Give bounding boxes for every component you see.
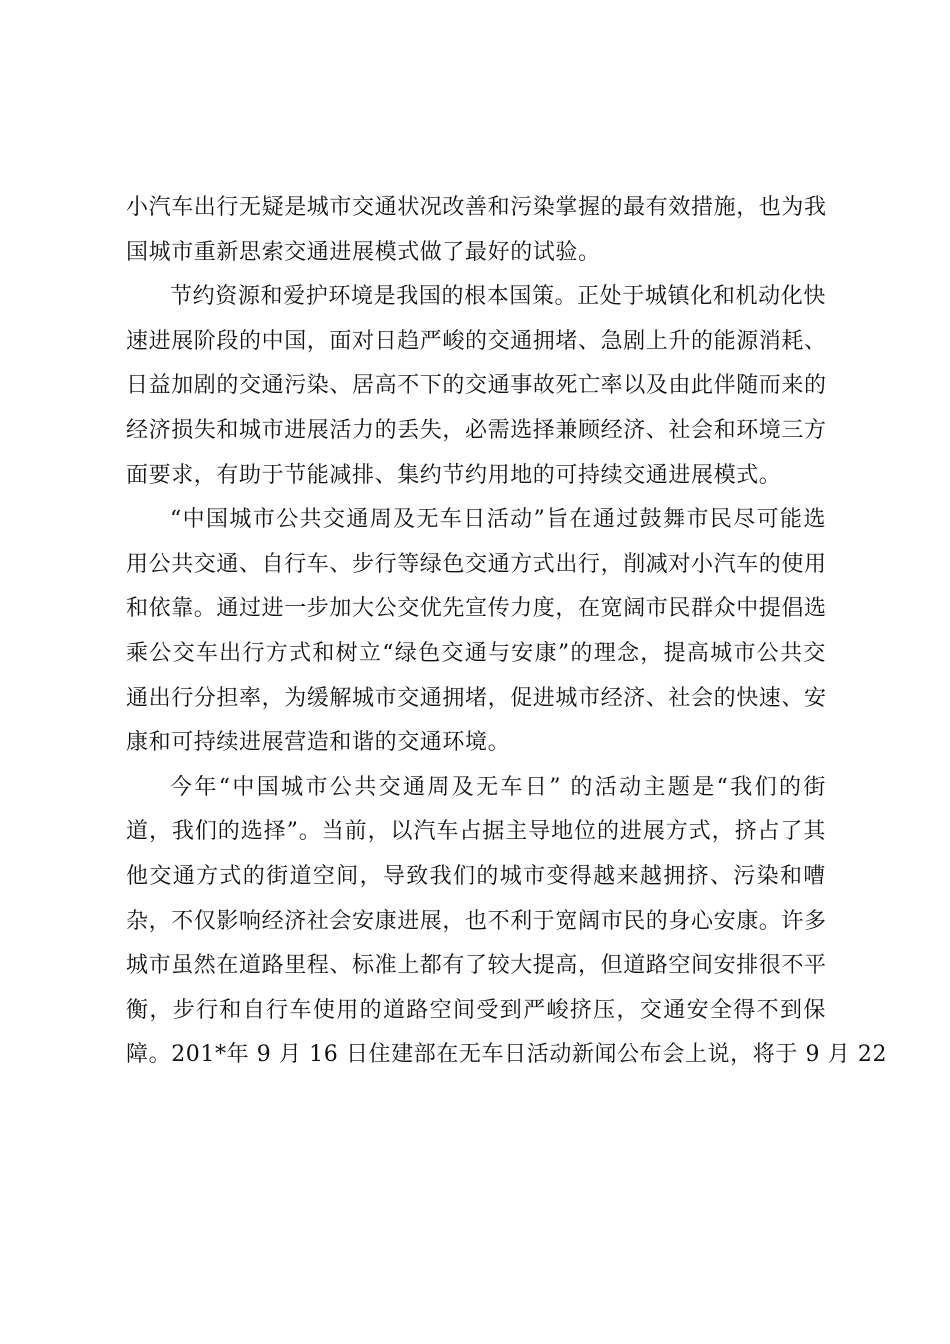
- text-line: 乘公交车出行方式和树立“绿色交通与安康”的理念，提高城市公共交: [126, 640, 826, 666]
- text-line: 国城市重新思索交通进展模式做了最好的试验。: [126, 239, 601, 265]
- text-line: 道，我们的选择”。当前，以汽车占据主导地位的进展方式，挤占了其: [126, 819, 826, 845]
- text-line: 面要求，有助于节能减排、集约节约用地的可持续交通进展模式。: [126, 462, 782, 488]
- paragraph-4: [126, 766, 888, 1078]
- text-line: 和依靠。通过进一步加大公交优先宣传力度，在宽阔市民群众中提倡选: [126, 596, 827, 622]
- text-line: 速进展阶段的中国，面对日趋严峻的交通拥堵、急剧上升的能源消耗、: [126, 328, 827, 354]
- text-line: 今年“中国城市公共交通周及无车日” 的活动主题是“我们的街: [170, 774, 826, 800]
- paragraph-3: [126, 498, 826, 766]
- text-line: 日益加剧的交通污染、居高不下的交通事故死亡率以及由此伴随而来的: [126, 373, 827, 399]
- text-line: 用公共交通、自行车、步行等绿色交通方式出行，削减对小汽车的使用: [126, 551, 827, 577]
- document-body: [126, 186, 888, 1078]
- paragraph-2: [126, 275, 826, 498]
- text-line: 杂，不仅影响经济社会安康进展，也不利于宽阔市民的身心安康。许多: [126, 908, 827, 934]
- text-line: 城市虽然在道路里程、标准上都有了较大提高，但道路空间安排很不平: [126, 953, 827, 979]
- text-line: 通出行分担率，为缓解城市交通拥堵，促进城市经济、社会的快速、安: [126, 685, 827, 711]
- text-line: 障。201*年 9 月 16 日住建部在无车日活动新闻公布会上说，将于 9 月 22: [126, 1042, 888, 1068]
- text-line: 经济损失和城市进展活力的丢失，必需选择兼顾经济、社会和环境三方: [126, 417, 827, 443]
- text-line: 小汽车出行无疑是城市交通状况改善和污染掌握的最有效措施，也为我: [126, 195, 827, 220]
- text-line: 康和可持续进展营造和谐的交通环境。: [126, 730, 511, 756]
- paragraph-1: [126, 186, 826, 275]
- text-line: 节约资源和爱护环境是我国的根本国策。正处于城镇化和机动化快: [170, 284, 826, 310]
- text-line: “中国城市公共交通周及无车日活动”旨在通过鼓舞市民尽可能选: [170, 507, 826, 533]
- text-line: 他交通方式的街道空间，导致我们的城市变得越来越拥挤、污染和嘈: [126, 863, 826, 889]
- text-line: 衡，步行和自行车使用的道路空间受到严峻挤压，交通安全得不到保: [126, 997, 826, 1023]
